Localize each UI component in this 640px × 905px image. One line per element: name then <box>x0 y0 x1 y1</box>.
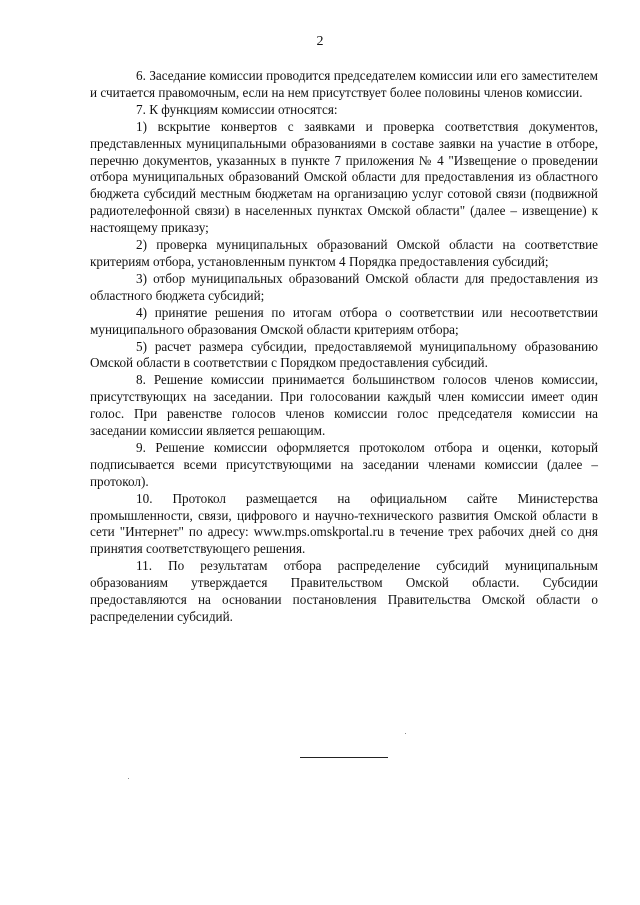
paragraph-6: 6. Заседание комиссии проводится председателем комиссии или его заместителем и считается правомочным, если на нем присутствует более половины членов комиссии. <box>90 68 598 100</box>
paragraph-7-item-5: 5) расчет размера субсидии, предоставляемой муниципальному образованию Омской области в соответствии с Порядком предоставления субсидий. <box>90 338 598 371</box>
paragraph-9: 9. Решение комиссии оформляется протоколом отбора и оценки, который подписывается всеми присутствующими на заседании членами комиссии (далее – протокол). <box>90 439 598 489</box>
closing-divider-line <box>300 757 388 758</box>
paragraph-7-item-1: 1) вскрытие конвертов с заявками и проверка соответствия документов, представленных муниципальными образованиями в составе заявки на участие в отборе, перечню документов, указанных в пункте 7 приложения № 4 "Извещение о проведении отбора муниципальных образований Омской области для предоставления из областного бюджета субсидий местным бюджетам на организацию услуг сотовой связи (подвижной радиотелефонной связи) в населенных пунктах Омской области" (далее – извещение) к настоящему приказу; <box>90 118 598 236</box>
scan-speck <box>405 733 406 734</box>
page-number: 2 <box>316 34 324 49</box>
paragraph-7-item-2: 2) проверка муниципальных образований Омской области на соответствие критериям отбора, установленным пунктом 4 Порядка предоставления субсидий; <box>90 237 598 269</box>
paragraph-7-item-4: 4) принятие решения по итогам отбора о соответствии или несоответствии муниципального образования Омской области критериям отбора; <box>90 304 598 337</box>
paragraph-11: 11. По результатам отбора распределение субсидий муниципальным образованиям утверждается Правительством Омской области. Субсидии предоставляются на основании постановления Правительства Омской области о распределении субсидий. <box>90 558 598 624</box>
paragraph-7-item-3: 3) отбор муниципальных образований Омской области для предоставления из областного бюджета субсидий; <box>90 270 598 303</box>
paragraph-10: 10. Протокол размещается на официальном сайте Министерства промышленности, связи, цифрового и научно-технического развития Омской области в сети "Интернет" по адресу: www.mps.omskportal.ru в течение трех рабочих дней со дня принятия соответствующего решения. <box>90 490 598 557</box>
paragraph-8: 8. Решение комиссии принимается большинством голосов членов комиссии, присутствующих на заседании. При голосовании каждый член комиссии имеет один голос. При равенстве голосов членов комиссии голос председателя комиссии на заседании комиссии является решающим. <box>90 372 598 439</box>
scan-speck <box>128 778 129 779</box>
document-body <box>90 68 598 626</box>
paragraph-7: 7. К функциям комиссии относятся: <box>136 101 338 117</box>
